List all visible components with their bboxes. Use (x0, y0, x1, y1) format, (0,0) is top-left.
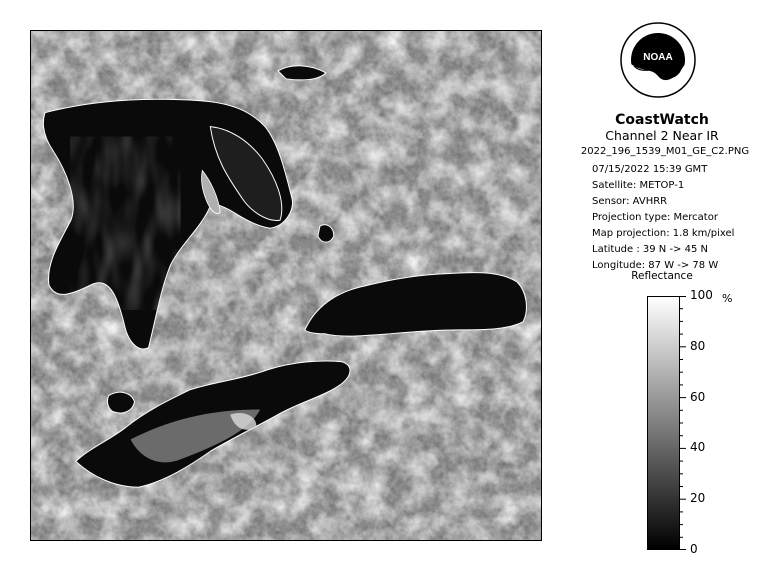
colorbar-tick-label: 80 (690, 338, 706, 353)
colorbar-tick-label: 40 (690, 440, 706, 455)
satellite-map[interactable] (30, 30, 542, 541)
sensor-text: Sensor: AVHRR (592, 196, 668, 207)
colorbar-unit: % (722, 292, 733, 305)
longitude-text: Longitude: 87 W -> 78 W (592, 260, 719, 271)
reflectance-colorbar (647, 296, 680, 550)
colorbar-ticks (680, 296, 686, 550)
brand-title: CoastWatch (615, 112, 709, 128)
map-projection-text: Map projection: 1.8 km/pixel (592, 228, 735, 239)
noaa-logo (618, 20, 698, 112)
colorbar-tick-label: 20 (690, 491, 706, 506)
colorbar-tick-label: 100 (690, 288, 713, 302)
satellite-text: Satellite: METOP-1 (592, 180, 685, 191)
map-image (31, 31, 541, 540)
projection-text: Projection type: Mercator (592, 212, 718, 223)
colorbar-title: Reflectance (631, 270, 693, 282)
datetime-text: 07/15/2022 15:39 GMT (592, 164, 708, 175)
noaa-logo-text: NOAA (643, 52, 673, 63)
channel-label: Channel 2 Near IR (605, 128, 719, 143)
image-filename: 2022_196_1539_M01_GE_C2.PNG (580, 146, 750, 157)
colorbar-tick-label: 60 (690, 389, 706, 404)
colorbar-tick-label: 0 (690, 542, 698, 556)
lake-simcoe (318, 225, 334, 242)
latitude-text: Latitude : 39 N -> 45 N (592, 244, 708, 255)
